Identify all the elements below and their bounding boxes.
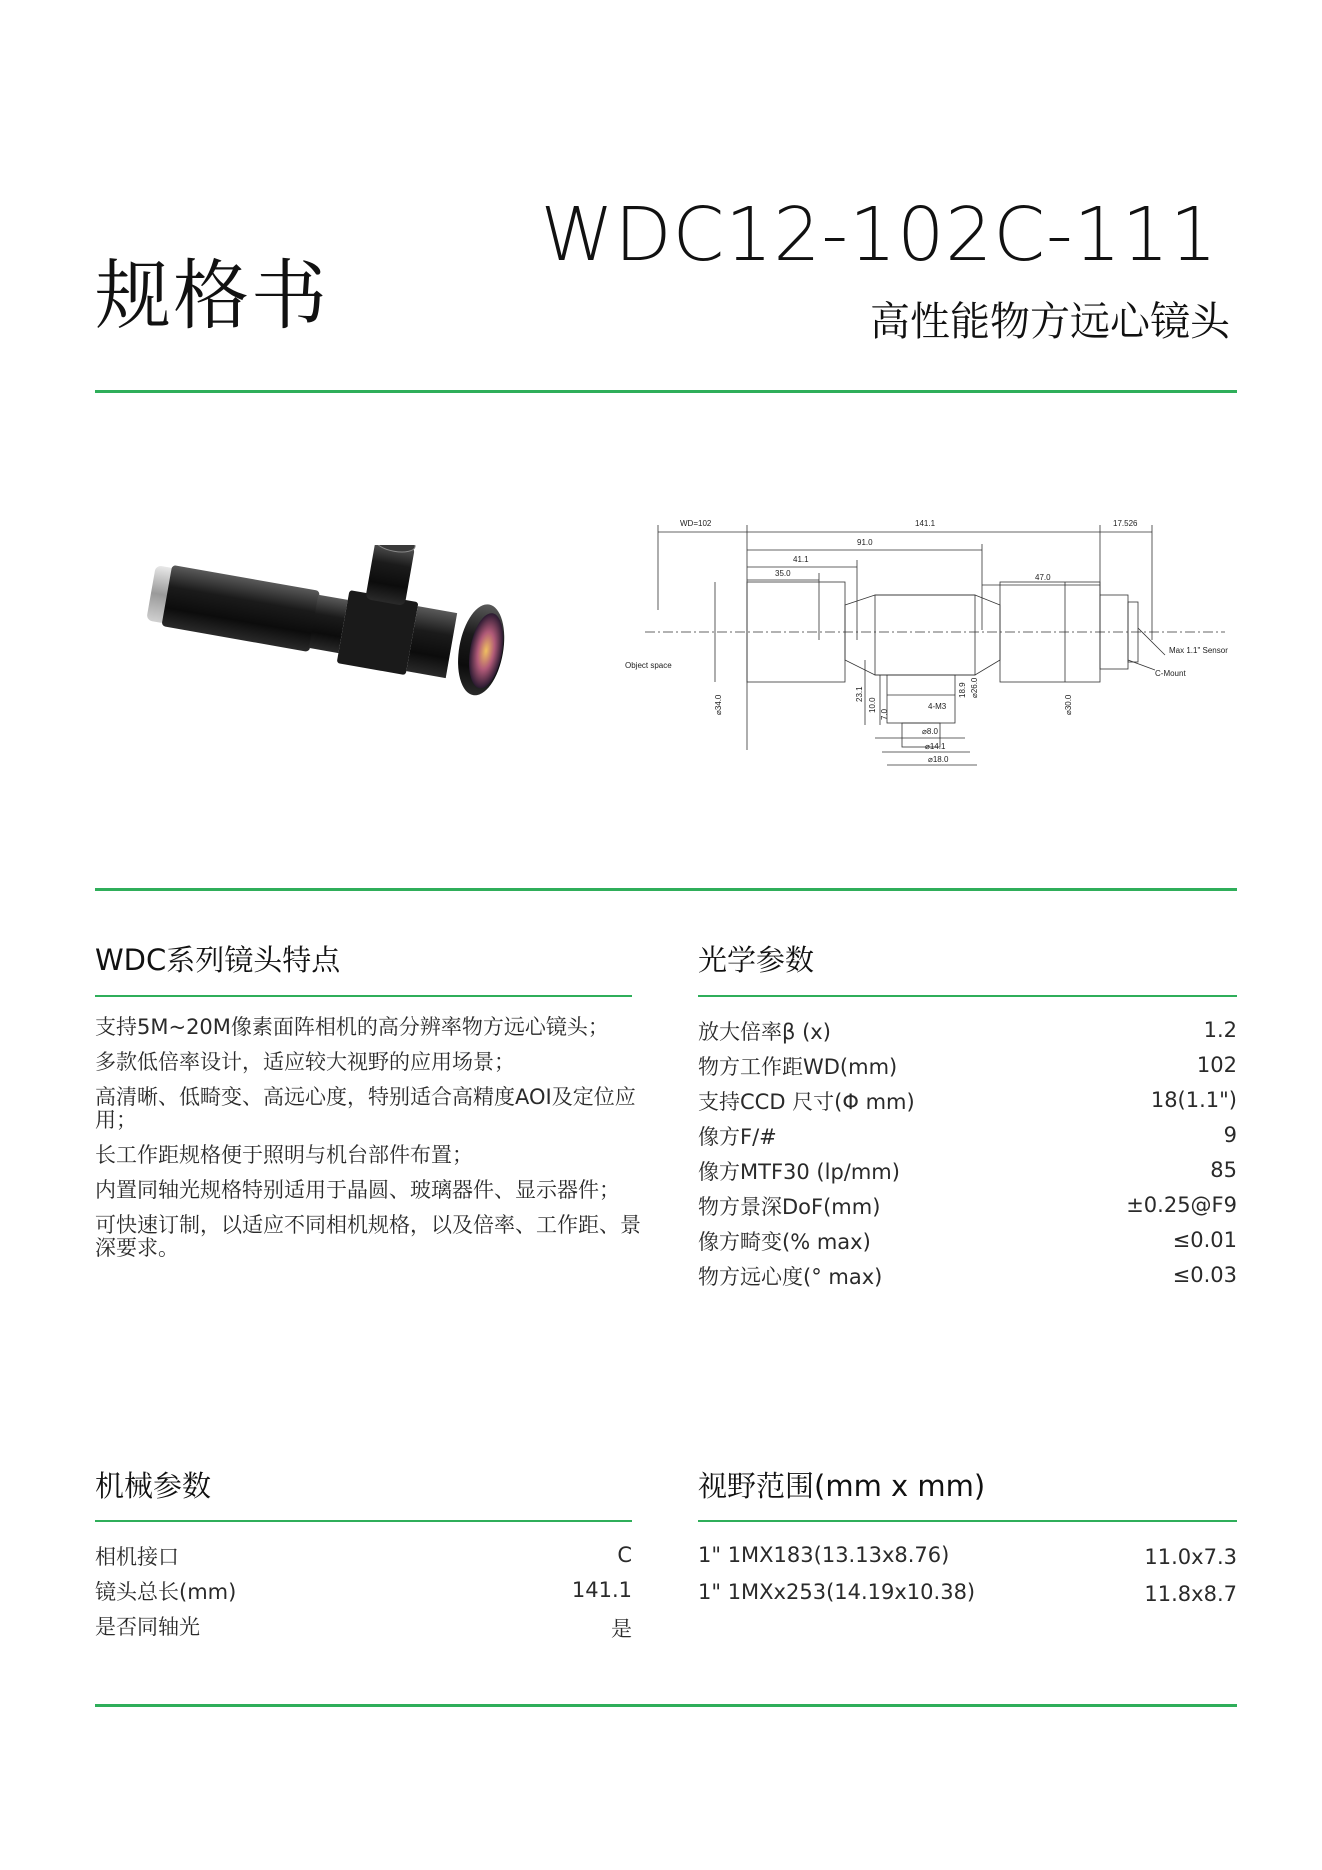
features-title: WDC系列镜头特点 (95, 943, 341, 977)
document-title: 规格书 (95, 251, 329, 340)
dim-47: 47.0 (1035, 573, 1051, 582)
optical-row (698, 1261, 1237, 1296)
features-underline (95, 995, 632, 997)
fov-title: 视野范围(mm x mm) (698, 1469, 986, 1503)
param-label: 像方F/# (698, 1125, 777, 1149)
param-label: 像方畸变(% max) (698, 1230, 871, 1254)
feature-item: 支持5M~20M像素面阵相机的高分辨率物方远心镜头； (95, 1015, 609, 1039)
dim-phi8: ⌀8.0 (922, 727, 938, 736)
mount-label: C-Mount (1155, 669, 1186, 678)
features-list (95, 1016, 643, 1260)
fov-row (698, 1580, 1237, 1617)
feature-item: 多款低倍率设计，适应较大视野的应用场景； (95, 1050, 515, 1074)
param-value: 102 (1196, 1053, 1237, 1077)
optical-row (698, 1051, 1237, 1086)
feature-item: 长工作距规格便于照明与机台部件布置； (95, 1143, 473, 1167)
sensor-label: 1" 1MXx253(14.19x10.38) (698, 1580, 976, 1604)
optical-row (698, 1156, 1237, 1191)
dim-41: 41.1 (793, 555, 809, 564)
fov-underline (698, 1520, 1237, 1522)
param-label: 物方工作距WD(mm) (698, 1055, 898, 1079)
mechanical-underline (95, 1520, 632, 1522)
dim-total-length: 141.1 (915, 519, 936, 528)
fov-row (698, 1543, 1237, 1580)
optical-row (698, 1226, 1237, 1261)
model-number: WDC12-102C-111 (540, 192, 1218, 278)
param-value: 18(1.1") (1150, 1088, 1237, 1112)
dimension-drawing (625, 510, 1240, 775)
param-value: C (617, 1543, 632, 1567)
feature-item: 内置同轴光规格特别适用于晶圆、玻璃器件、显示器件； (95, 1178, 620, 1202)
dim-phi26: ⌀26.0 (970, 677, 979, 698)
param-value: ≤0.03 (1172, 1263, 1237, 1287)
param-label: 放大倍率β (x) (698, 1020, 831, 1044)
fov-value: 11.8x8.7 (1144, 1582, 1237, 1606)
dim-phi30: ⌀30.0 (1064, 694, 1073, 715)
dim-91: 91.0 (857, 538, 873, 547)
mechanical-title: 机械参数 (95, 1469, 212, 1503)
param-label: 物方远心度(° max) (698, 1265, 883, 1289)
sensor-label: Max 1.1" Sensor (1169, 646, 1228, 655)
feature-item: 高清晰、低畸变、高远心度，特别适合高精度AOI及定位应用； (95, 1085, 636, 1132)
optical-title: 光学参数 (698, 943, 815, 977)
param-value: ±0.25@F9 (1126, 1193, 1237, 1217)
sensor-label: 1" 1MX183(13.13x8.76) (698, 1543, 950, 1567)
dim-phi14: ⌀14.1 (925, 742, 946, 751)
mechanical-row (95, 1541, 632, 1576)
mechanical-row (95, 1611, 632, 1646)
param-label: 镜头总长(mm) (95, 1580, 237, 1604)
dim-m3: 4-M3 (928, 702, 947, 711)
optical-underline (698, 995, 1237, 997)
dim-35: 35.0 (775, 569, 791, 578)
fov-value: 11.0x7.3 (1144, 1545, 1237, 1569)
optical-row (698, 1121, 1237, 1156)
object-space-label: Object space (625, 661, 672, 670)
param-value: 141.1 (571, 1578, 632, 1602)
param-value: 85 (1210, 1158, 1237, 1182)
dim-7: 7.0 (880, 708, 889, 720)
param-label: 相机接口 (95, 1545, 179, 1569)
feature-item: 可快速订制，以适应不同相机规格，以及倍率、工作距、景深要求。 (95, 1213, 641, 1260)
param-value: 9 (1223, 1123, 1237, 1147)
optical-row (698, 1086, 1237, 1121)
fov-table (698, 1543, 1237, 1617)
dim-phi18: ⌀18.0 (928, 755, 949, 764)
param-value: 1.2 (1203, 1018, 1237, 1042)
lens-product-photo (135, 545, 565, 745)
mechanical-table (95, 1541, 632, 1646)
param-value: 是 (611, 1617, 632, 1641)
dim-18-9: 18.9 (958, 682, 967, 698)
dim-wd: WD=102 (680, 519, 712, 528)
optical-table (698, 1016, 1237, 1296)
optical-row (698, 1016, 1237, 1051)
param-label: 物方景深DoF(mm) (698, 1195, 881, 1219)
dim-10: 10.0 (868, 697, 877, 713)
product-subtitle: 高性能物方远心镜头 (870, 299, 1230, 345)
param-label: 支持CCD 尺寸(Φ mm) (698, 1090, 915, 1114)
optical-row (698, 1191, 1237, 1226)
dim-sensor-distance: 17.526 (1113, 519, 1138, 528)
dim-phi34: ⌀34.0 (714, 694, 723, 715)
footer-divider (95, 1704, 1237, 1707)
mechanical-row (95, 1576, 632, 1611)
param-value: ≤0.01 (1172, 1228, 1237, 1252)
section-divider-top (95, 888, 1237, 891)
dim-23: 23.1 (855, 686, 864, 702)
header-divider (95, 390, 1237, 393)
param-label: 像方MTF30 (lp/mm) (698, 1160, 900, 1184)
param-label: 是否同轴光 (95, 1615, 200, 1639)
